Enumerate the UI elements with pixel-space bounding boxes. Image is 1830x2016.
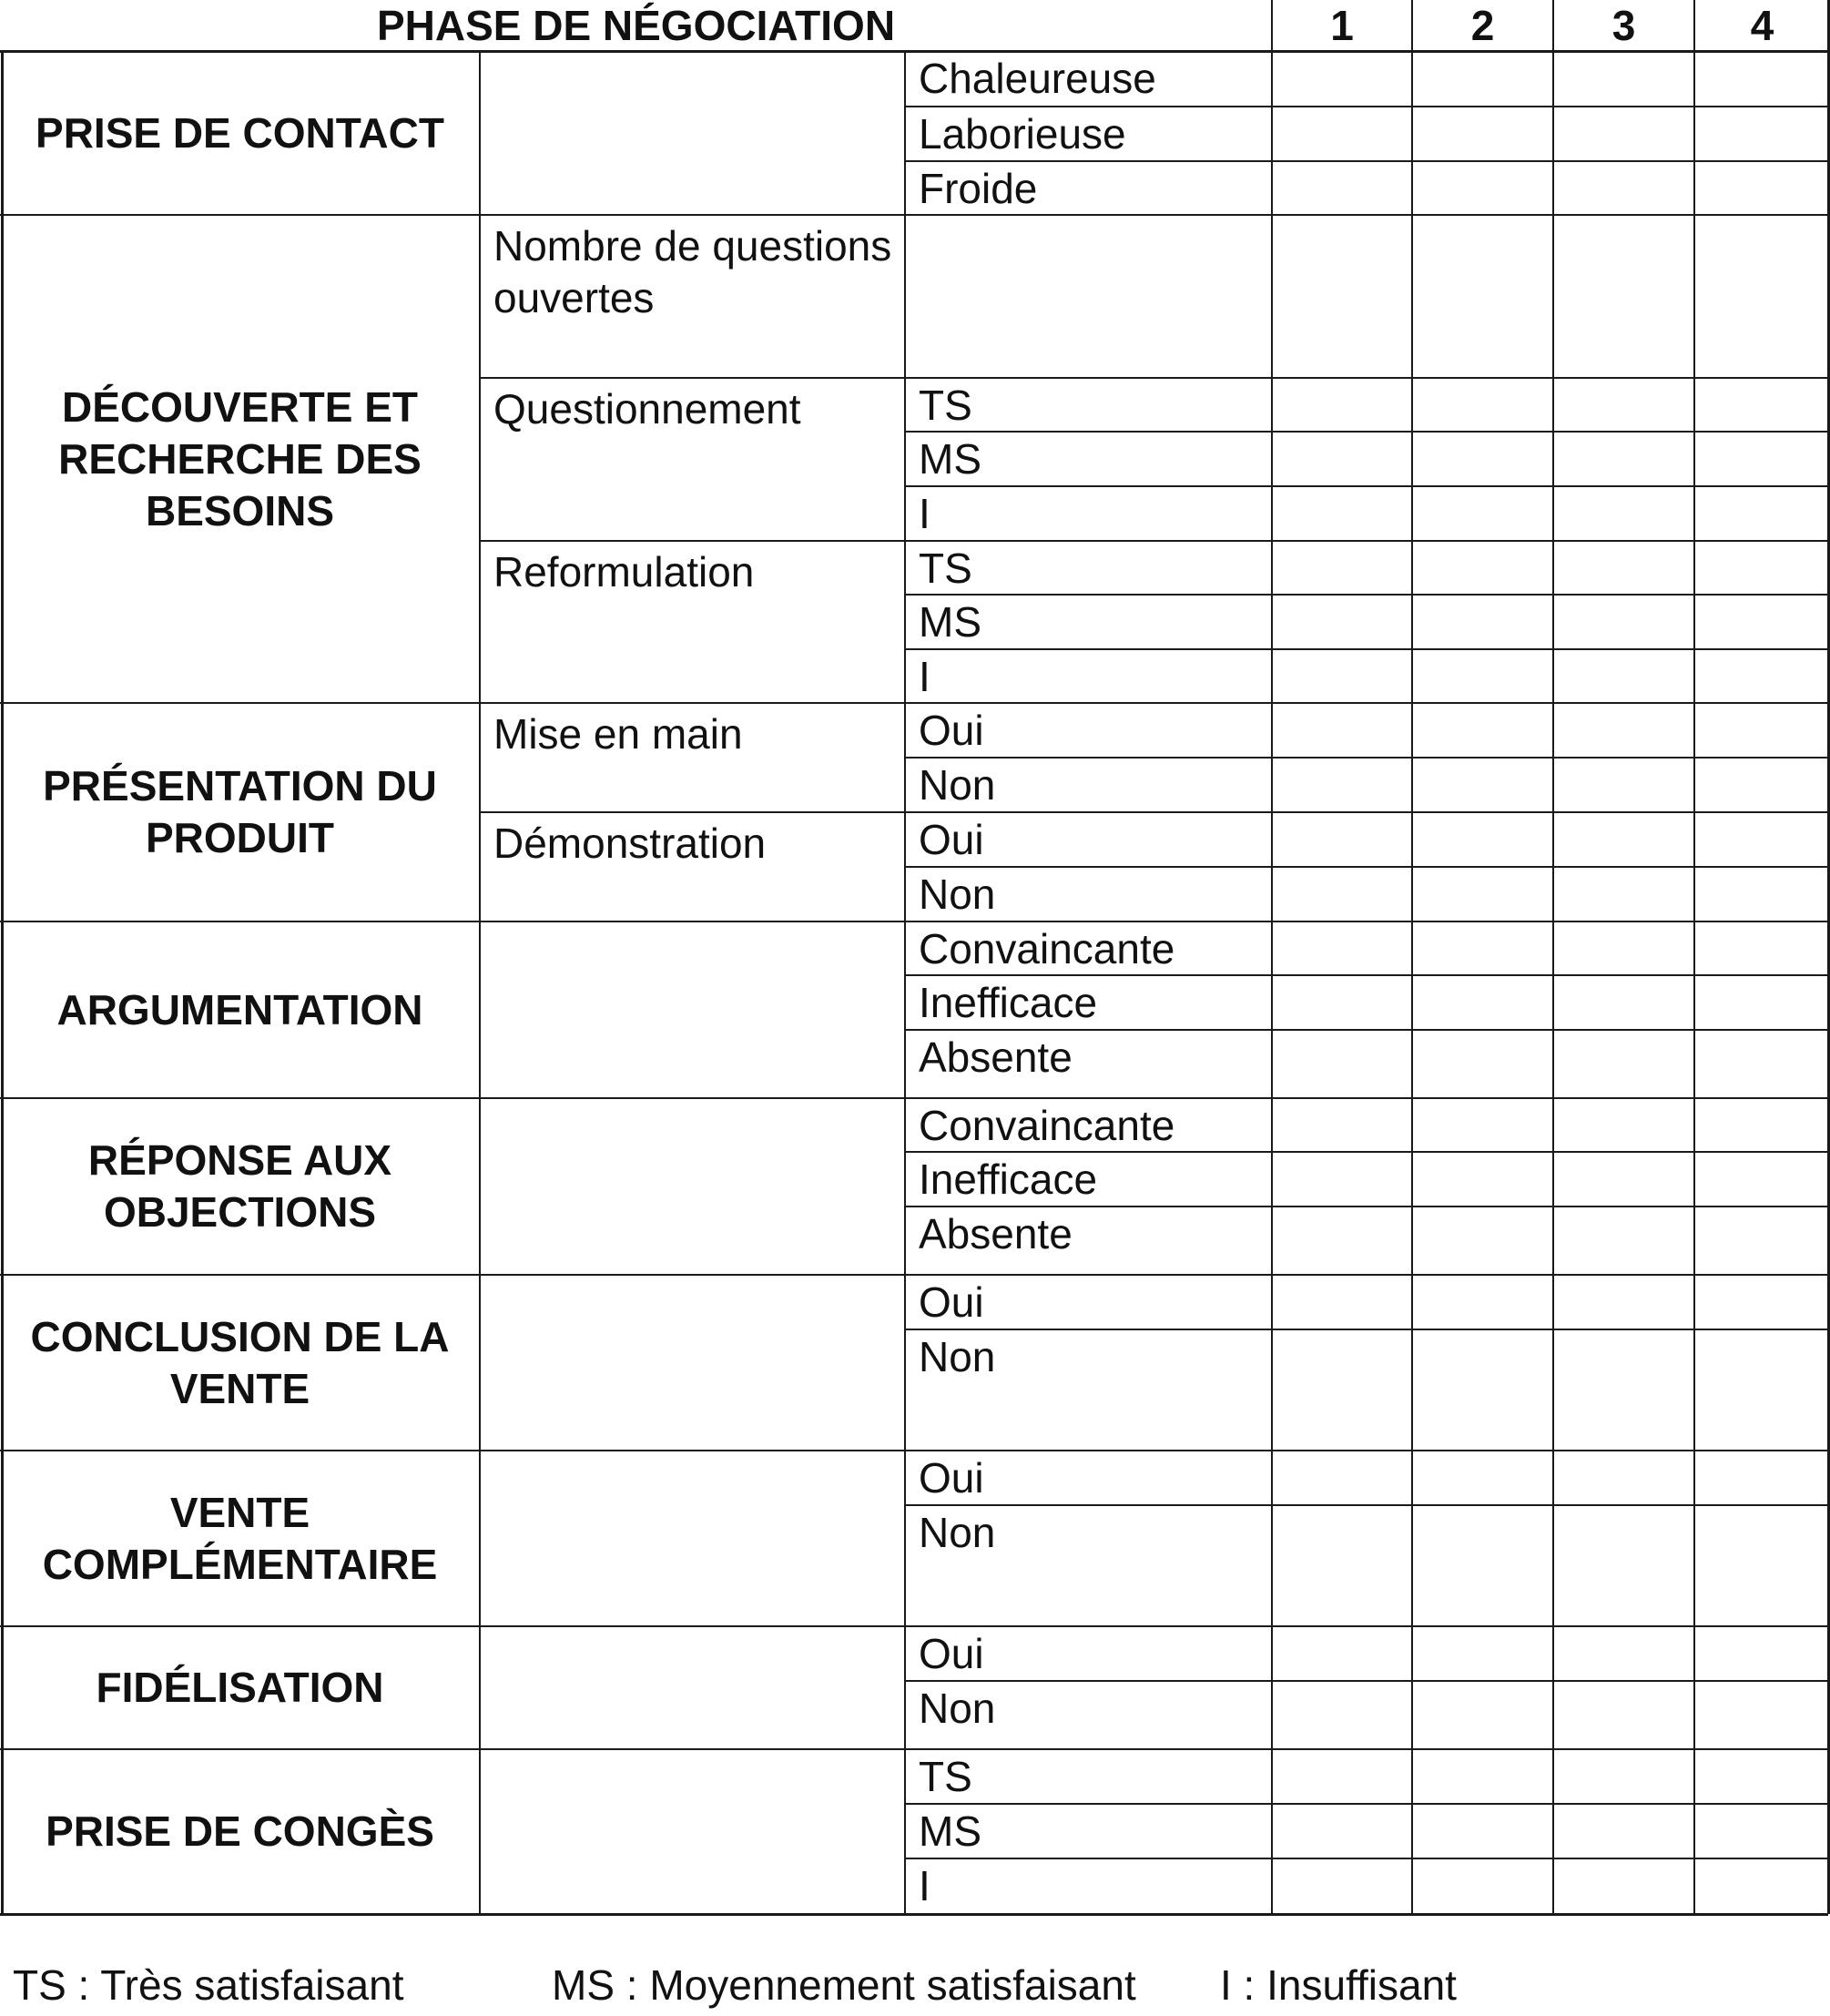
score-cell-3[interactable] [1553, 649, 1694, 703]
score-cell-2[interactable] [1412, 1681, 1553, 1749]
score-cell-4[interactable] [1694, 703, 1828, 758]
phase-label: RÉPONSE AUX OBJECTIONS [87, 1136, 392, 1236]
column-header-2: 2 [1470, 2, 1495, 49]
legend-ms: MS : Moyennement satisfaisant [552, 1961, 1136, 2009]
option-divider [905, 160, 1828, 162]
score-cell-1[interactable] [1272, 758, 1412, 812]
score-cell-4[interactable] [1694, 1505, 1828, 1626]
option-label: Non [919, 871, 996, 918]
score-cell-4[interactable] [1694, 486, 1828, 541]
score-cell-2[interactable] [1412, 1505, 1553, 1626]
score-cell-3[interactable] [1553, 812, 1694, 867]
score-cell-4[interactable] [1694, 758, 1828, 812]
score-cell-4[interactable] [1694, 378, 1828, 432]
score-cell-1[interactable] [1272, 1749, 1412, 1804]
option-label: Oui [919, 816, 984, 863]
option-divider [905, 1329, 1828, 1330]
score-cell-4[interactable] [1694, 1098, 1828, 1152]
score-cell-1[interactable] [1272, 1207, 1412, 1275]
option-label: I [919, 1862, 930, 1909]
option-label: TS [919, 382, 972, 429]
score-cell-4[interactable] [1694, 975, 1828, 1030]
option-divider [905, 1206, 1828, 1207]
score-cell-3[interactable] [1553, 1804, 1694, 1858]
option-label: Inefficace [919, 1156, 1098, 1203]
score-cell-2[interactable] [1412, 1858, 1553, 1914]
option-label: Oui [919, 1454, 984, 1502]
option-label: TS [919, 1753, 972, 1800]
score-cell-3[interactable] [1553, 595, 1694, 649]
score-cell-1[interactable] [1272, 649, 1412, 703]
score-cell-4[interactable] [1694, 1804, 1828, 1858]
option-label: Oui [919, 707, 984, 754]
score-cell-3[interactable] [1553, 1152, 1694, 1207]
option-divider [905, 594, 1828, 596]
score-cell-3[interactable] [1553, 1505, 1694, 1626]
score-cell-1[interactable] [1272, 1329, 1412, 1451]
option-label: Non [919, 1685, 996, 1732]
score-cell-2[interactable] [1412, 1098, 1553, 1152]
option-divider [905, 1029, 1828, 1031]
criterion-label: Démonstration [493, 820, 767, 867]
option-label: Laborieuse [919, 110, 1126, 158]
criterion-label [480, 1098, 905, 1275]
score-cell-2[interactable] [1412, 432, 1553, 486]
score-cell-3[interactable] [1553, 541, 1694, 595]
score-cell-2[interactable] [1412, 703, 1553, 758]
score-cell-1[interactable] [1272, 1098, 1412, 1152]
score-cell-2[interactable] [1412, 107, 1553, 161]
option-divider [905, 866, 1828, 868]
score-cell-2[interactable] [1412, 1207, 1553, 1275]
score-cell-4[interactable] [1694, 51, 1828, 107]
score-cell-4[interactable] [1694, 1858, 1828, 1914]
option-label: Oui [919, 1278, 984, 1326]
score-cell-2[interactable] [1412, 1329, 1553, 1451]
option-divider [905, 757, 1828, 759]
score-cell-1[interactable] [1272, 1858, 1412, 1914]
score-cell-4[interactable] [1694, 1626, 1828, 1681]
score-cell-4[interactable] [1694, 921, 1828, 975]
score-cell-3[interactable] [1553, 378, 1694, 432]
score-cell-1[interactable] [1272, 1275, 1412, 1329]
option-label: Absente [919, 1210, 1073, 1257]
option-divider [905, 1504, 1828, 1506]
option-divider [905, 485, 1828, 487]
score-cell-1[interactable] [1272, 1505, 1412, 1626]
score-cell-3[interactable] [1553, 1275, 1694, 1329]
score-cell-3[interactable] [1553, 1207, 1694, 1275]
grid-title: PHASE DE NÉGOCIATION [376, 2, 896, 49]
score-cell-2[interactable] [1412, 1451, 1553, 1505]
criterion-label: Mise en main [493, 710, 743, 758]
score-cell-4[interactable] [1694, 595, 1828, 649]
score-cell-2[interactable] [1412, 1030, 1553, 1098]
score-cell-1[interactable] [1272, 1152, 1412, 1207]
score-cell-4[interactable] [1694, 1152, 1828, 1207]
score-cell-3[interactable] [1553, 1626, 1694, 1681]
legend-ts: TS : Très satisfaisant [13, 1961, 404, 2009]
score-cell-2[interactable] [1412, 812, 1553, 867]
score-cell-2[interactable] [1412, 1804, 1553, 1858]
option-label [905, 215, 1272, 378]
score-cell-2[interactable] [1412, 51, 1553, 107]
criterion-label [480, 1275, 905, 1451]
score-cell-3[interactable] [1553, 1451, 1694, 1505]
phase-label: PRISE DE CONTACT [36, 108, 444, 157]
score-cell-1[interactable] [1272, 703, 1412, 758]
phase-label: PRISE DE CONGÈS [46, 1807, 434, 1855]
criterion-label [480, 921, 905, 1098]
option-divider [905, 648, 1828, 650]
score-cell-4[interactable] [1694, 161, 1828, 215]
score-cell-2[interactable] [1412, 867, 1553, 921]
legend-i: I : Insuffisant [1220, 1961, 1457, 2009]
phase-label: FIDÉLISATION [96, 1664, 384, 1711]
score-cell-2[interactable] [1412, 1152, 1553, 1207]
score-cell-2[interactable] [1412, 215, 1553, 378]
score-cell-3[interactable] [1553, 215, 1694, 378]
score-cell-2[interactable] [1412, 161, 1553, 215]
option-label: Inefficace [919, 979, 1098, 1026]
score-cell-1[interactable] [1272, 541, 1412, 595]
option-label: TS [919, 545, 972, 592]
option-label: MS [919, 435, 981, 483]
phase-label: ARGUMENTATION [56, 985, 423, 1033]
score-cell-1[interactable] [1272, 975, 1412, 1030]
score-cell-4[interactable] [1694, 215, 1828, 378]
score-cell-4[interactable] [1694, 1207, 1828, 1275]
option-divider [905, 431, 1828, 433]
option-divider [905, 1858, 1828, 1859]
score-cell-1[interactable] [1272, 432, 1412, 486]
option-label: Convaincante [919, 1102, 1175, 1149]
option-label: Convaincante [919, 925, 1175, 972]
score-cell-1[interactable] [1272, 1804, 1412, 1858]
option-label: Oui [919, 1630, 984, 1677]
score-cell-4[interactable] [1694, 812, 1828, 867]
score-cell-2[interactable] [1412, 1275, 1553, 1329]
option-divider [905, 1803, 1828, 1805]
score-cell-3[interactable] [1553, 1030, 1694, 1098]
score-cell-2[interactable] [1412, 1626, 1553, 1681]
score-cell-1[interactable] [1272, 595, 1412, 649]
score-cell-1[interactable] [1272, 1030, 1412, 1098]
score-cell-3[interactable] [1553, 1681, 1694, 1749]
score-cell-3[interactable] [1553, 1329, 1694, 1451]
option-divider [905, 974, 1828, 976]
phase-label: PRÉSENTATION DU PRODUIT [43, 762, 437, 861]
score-cell-2[interactable] [1412, 541, 1553, 595]
score-cell-2[interactable] [1412, 1749, 1553, 1804]
score-cell-3[interactable] [1553, 1749, 1694, 1804]
score-cell-4[interactable] [1694, 1275, 1828, 1329]
option-label: Chaleureuse [919, 55, 1156, 102]
score-cell-3[interactable] [1553, 107, 1694, 161]
score-cell-1[interactable] [1272, 215, 1412, 378]
score-cell-4[interactable] [1694, 649, 1828, 703]
score-cell-3[interactable] [1553, 921, 1694, 975]
option-label: I [919, 653, 930, 700]
score-cell-3[interactable] [1553, 703, 1694, 758]
score-cell-4[interactable] [1694, 1681, 1828, 1749]
score-cell-2[interactable] [1412, 758, 1553, 812]
option-divider [905, 106, 1828, 107]
column-header-4: 4 [1750, 2, 1774, 49]
option-divider [905, 1680, 1828, 1682]
score-cell-4[interactable] [1694, 1451, 1828, 1505]
score-cell-3[interactable] [1553, 1098, 1694, 1152]
option-label: Non [919, 1509, 996, 1556]
score-cell-2[interactable] [1412, 975, 1553, 1030]
option-label: Absente [919, 1033, 1073, 1081]
option-label: I [919, 490, 930, 537]
score-cell-1[interactable] [1272, 51, 1412, 107]
score-cell-1[interactable] [1272, 1626, 1412, 1681]
score-cell-4[interactable] [1694, 1749, 1828, 1804]
score-cell-3[interactable] [1553, 975, 1694, 1030]
score-cell-1[interactable] [1272, 812, 1412, 867]
phase-label: VENTE COMPLÉMENTAIRE [42, 1488, 438, 1588]
score-cell-1[interactable] [1272, 921, 1412, 975]
score-cell-3[interactable] [1553, 486, 1694, 541]
score-cell-2[interactable] [1412, 649, 1553, 703]
score-cell-1[interactable] [1272, 107, 1412, 161]
score-cell-3[interactable] [1553, 161, 1694, 215]
score-cell-3[interactable] [1553, 867, 1694, 921]
score-cell-1[interactable] [1272, 867, 1412, 921]
score-cell-4[interactable] [1694, 107, 1828, 161]
score-cell-2[interactable] [1412, 595, 1553, 649]
score-cell-3[interactable] [1553, 758, 1694, 812]
score-cell-3[interactable] [1553, 51, 1694, 107]
score-cell-2[interactable] [1412, 921, 1553, 975]
criterion-label: Questionnement [493, 385, 801, 433]
score-cell-3[interactable] [1553, 432, 1694, 486]
criterion-label [480, 1749, 905, 1914]
option-label: Froide [919, 165, 1038, 212]
score-cell-1[interactable] [1272, 1681, 1412, 1749]
score-cell-3[interactable] [1553, 1858, 1694, 1914]
option-label: Non [919, 761, 996, 809]
phase-label: CONCLUSION DE LA VENTE [30, 1312, 450, 1412]
score-cell-4[interactable] [1694, 1329, 1828, 1451]
phase-label: DÉCOUVERTE ET RECHERCHE DES BESOINS [58, 382, 422, 535]
criterion-label [480, 1626, 905, 1749]
score-cell-4[interactable] [1694, 541, 1828, 595]
score-cell-4[interactable] [1694, 867, 1828, 921]
score-cell-1[interactable] [1272, 486, 1412, 541]
option-label: MS [919, 598, 981, 646]
option-divider [905, 1151, 1828, 1153]
score-cell-2[interactable] [1412, 378, 1553, 432]
criterion-label: Reformulation [493, 548, 755, 596]
score-cell-4[interactable] [1694, 432, 1828, 486]
score-cell-1[interactable] [1272, 378, 1412, 432]
score-cell-2[interactable] [1412, 486, 1553, 541]
score-cell-1[interactable] [1272, 161, 1412, 215]
option-label: MS [919, 1807, 981, 1855]
column-header-1: 1 [1330, 2, 1354, 49]
criterion-label [480, 1451, 905, 1626]
column-header-3: 3 [1611, 2, 1636, 49]
score-cell-1[interactable] [1272, 1451, 1412, 1505]
option-label: Non [919, 1333, 996, 1380]
score-cell-4[interactable] [1694, 1030, 1828, 1098]
criterion-label: Nombre de questions ouvertes [493, 222, 892, 321]
criterion-label [480, 51, 905, 215]
